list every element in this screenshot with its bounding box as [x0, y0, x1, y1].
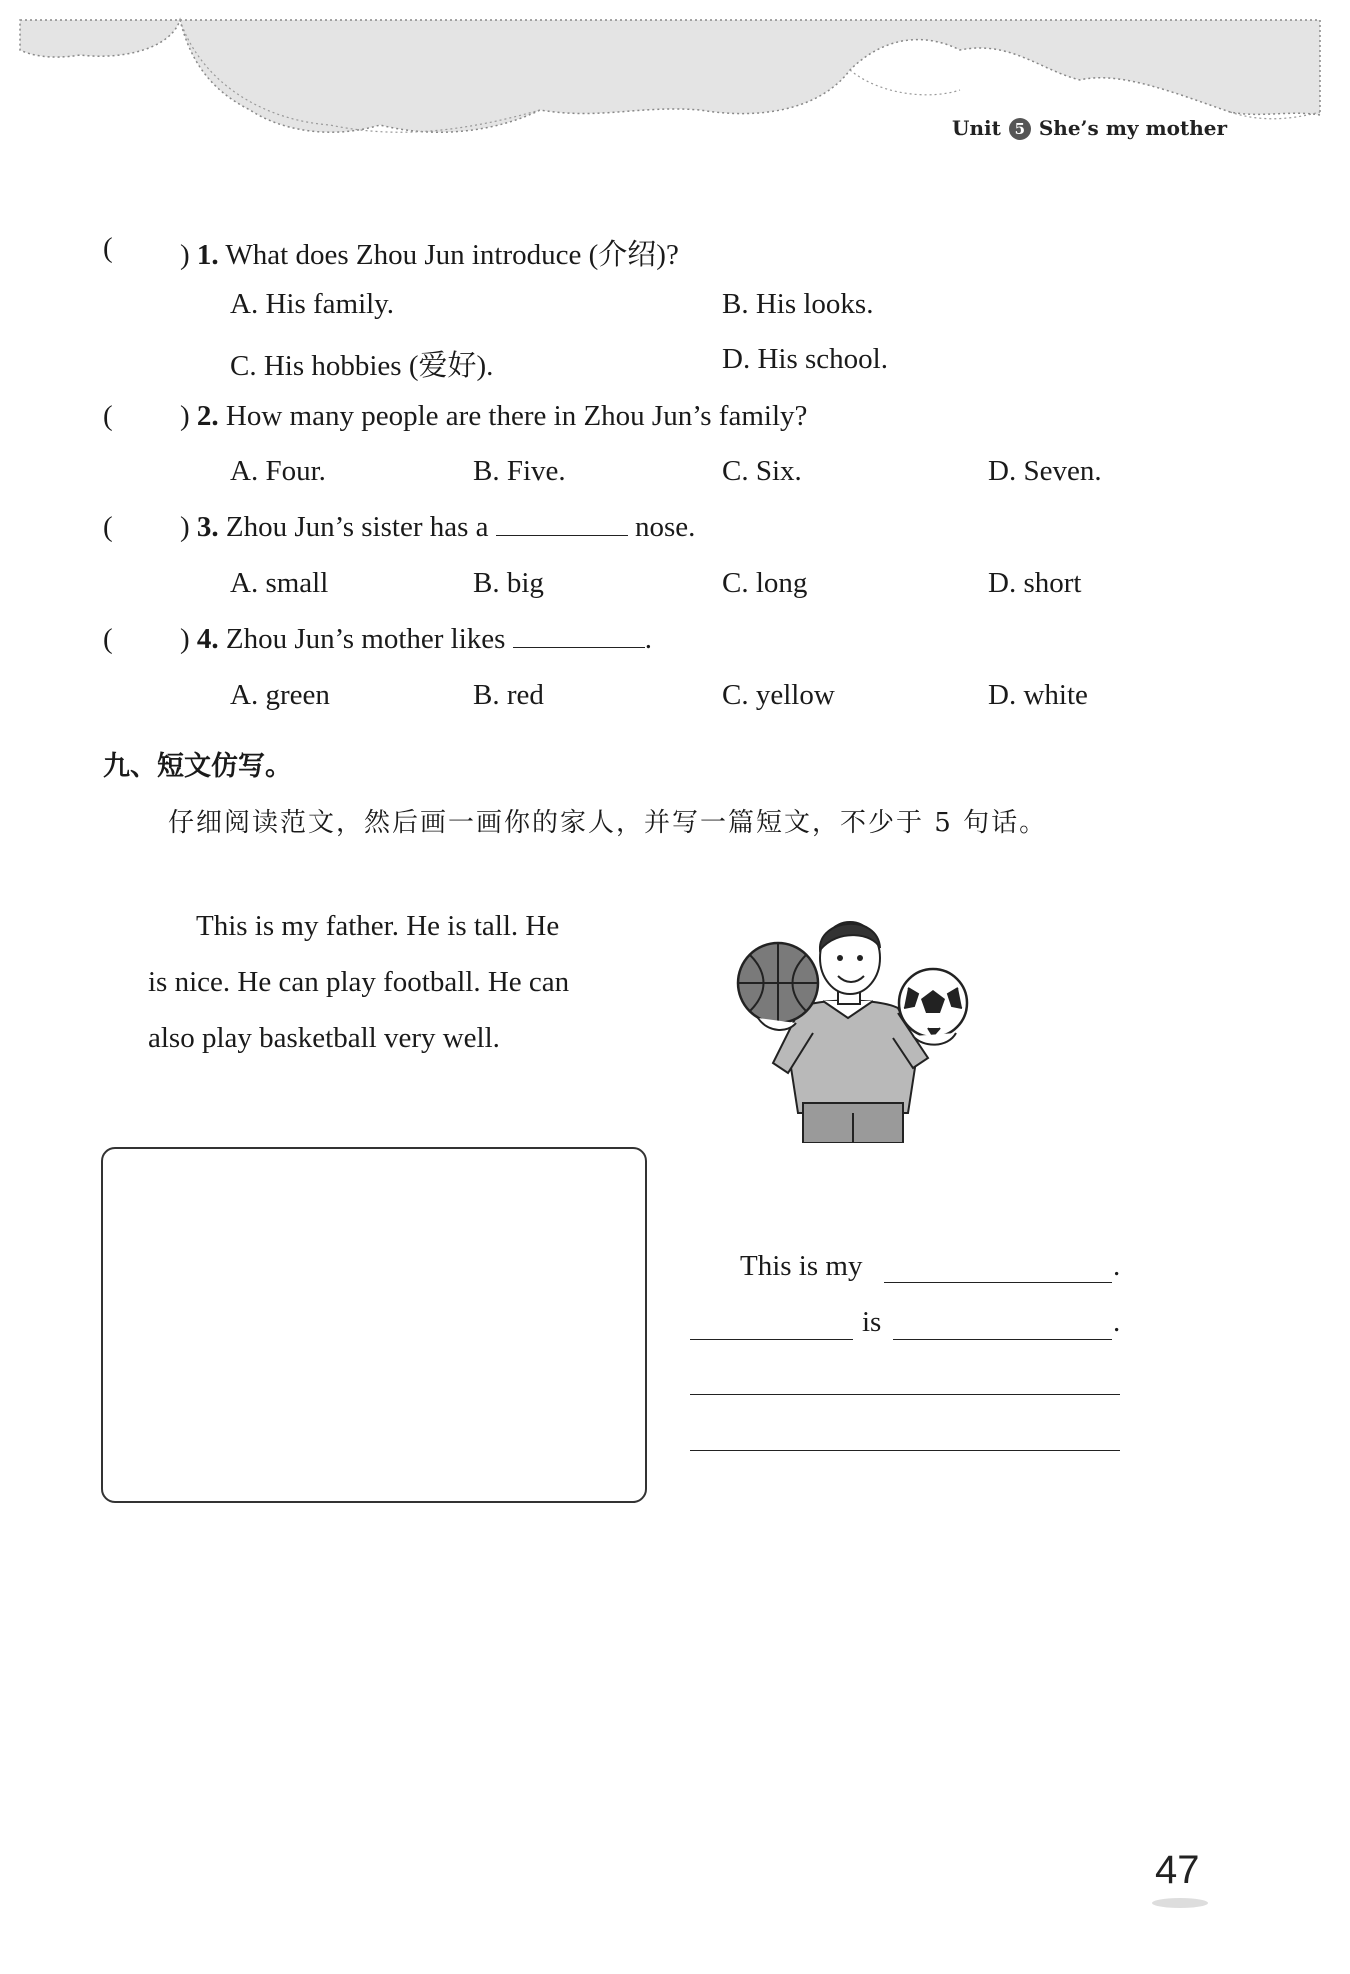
header-cloud-decoration: [0, 0, 1350, 170]
q2-option-b: B. Five.: [473, 455, 566, 487]
q3-text-after: nose.: [635, 511, 696, 543]
q1-option-c: C. His hobbies (爱好).: [230, 350, 494, 382]
man-with-balls-icon: [728, 898, 980, 1143]
q4-option-a: A. green: [230, 679, 330, 711]
q4-paren-close: ): [180, 623, 190, 655]
q4-paren-open[interactable]: (: [103, 623, 113, 655]
q3-number: 3.: [196, 511, 219, 543]
q4-text-after: .: [644, 623, 652, 655]
question-3: [180, 511, 695, 544]
q3-paren-open[interactable]: (: [103, 511, 113, 543]
q3-text-before: Zhou Jun’s sister has a: [225, 511, 489, 543]
sample-line-3: also play basketball very well.: [148, 1022, 500, 1054]
q2-number: 2.: [196, 400, 219, 432]
q2-paren-close: ): [180, 400, 190, 432]
q4-option-b: B. red: [473, 679, 544, 711]
q3-blank[interactable]: [496, 534, 628, 536]
sample-line-2: is nice. He can play football. He can: [148, 966, 570, 998]
writing-line-2-blank-a[interactable]: [690, 1339, 853, 1340]
q2-paren-open[interactable]: (: [103, 400, 113, 432]
drawing-box[interactable]: [101, 1147, 647, 1503]
q3-option-c: C. long: [722, 567, 808, 599]
q1-option-a: A. His family.: [230, 288, 395, 320]
writing-line-4[interactable]: [690, 1450, 1120, 1451]
q2-option-d: D. Seven.: [988, 455, 1102, 487]
writing-line-2-blank-b[interactable]: [893, 1339, 1112, 1340]
q1-number: 1.: [196, 239, 219, 271]
q3-paren-close: ): [180, 511, 190, 543]
sample-line-1: This is my father. He is tall. He: [196, 910, 560, 942]
q4-text-before: Zhou Jun’s mother likes: [225, 623, 506, 655]
writing-line-1-suffix: .: [1113, 1250, 1121, 1282]
q3-option-a: A. small: [230, 567, 329, 599]
writing-line-2-middle: is: [862, 1306, 882, 1338]
writing-line-3[interactable]: [690, 1394, 1120, 1395]
section-title: 九、短文仿写。: [103, 751, 292, 782]
q1-option-b: B. His looks.: [722, 288, 874, 320]
q4-option-d: D. white: [988, 679, 1088, 711]
q4-blank[interactable]: [513, 646, 645, 648]
unit-label: Unit: [952, 116, 1001, 140]
q2-option-a: A. Four.: [230, 455, 326, 487]
writing-line-1-prefix: This is my: [740, 1250, 863, 1282]
q3-option-b: B. big: [473, 567, 544, 599]
page-number-shadow: [1150, 1896, 1210, 1910]
q3-option-d: D. short: [988, 567, 1082, 599]
question-4: [180, 623, 652, 656]
q4-option-c: C. yellow: [722, 679, 835, 711]
q1-option-d: D. His school.: [722, 343, 888, 375]
writing-line-2-suffix: .: [1113, 1306, 1121, 1338]
q1-paren-close: ): [180, 239, 190, 271]
section-instruction: 仔细阅读范文，然后画一画你的家人，并写一篇短文，不少于 5 句话。: [168, 808, 1048, 838]
q4-number: 4.: [196, 623, 219, 655]
unit-title: She’s my mother: [1038, 116, 1228, 140]
question-1: [180, 232, 679, 273]
question-2: [180, 400, 807, 433]
q1-text: What does Zhou Jun introduce (介绍)?: [225, 239, 679, 271]
q1-paren-open[interactable]: (: [103, 232, 113, 264]
q2-text: How many people are there in Zhou Jun’s family?: [225, 400, 808, 432]
unit-number-badge: 5: [1009, 118, 1031, 140]
q2-option-c: C. Six.: [722, 455, 802, 487]
page-number: 47: [1155, 1848, 1200, 1892]
unit-header: [952, 116, 1227, 140]
writing-line-1-blank[interactable]: [884, 1282, 1112, 1283]
